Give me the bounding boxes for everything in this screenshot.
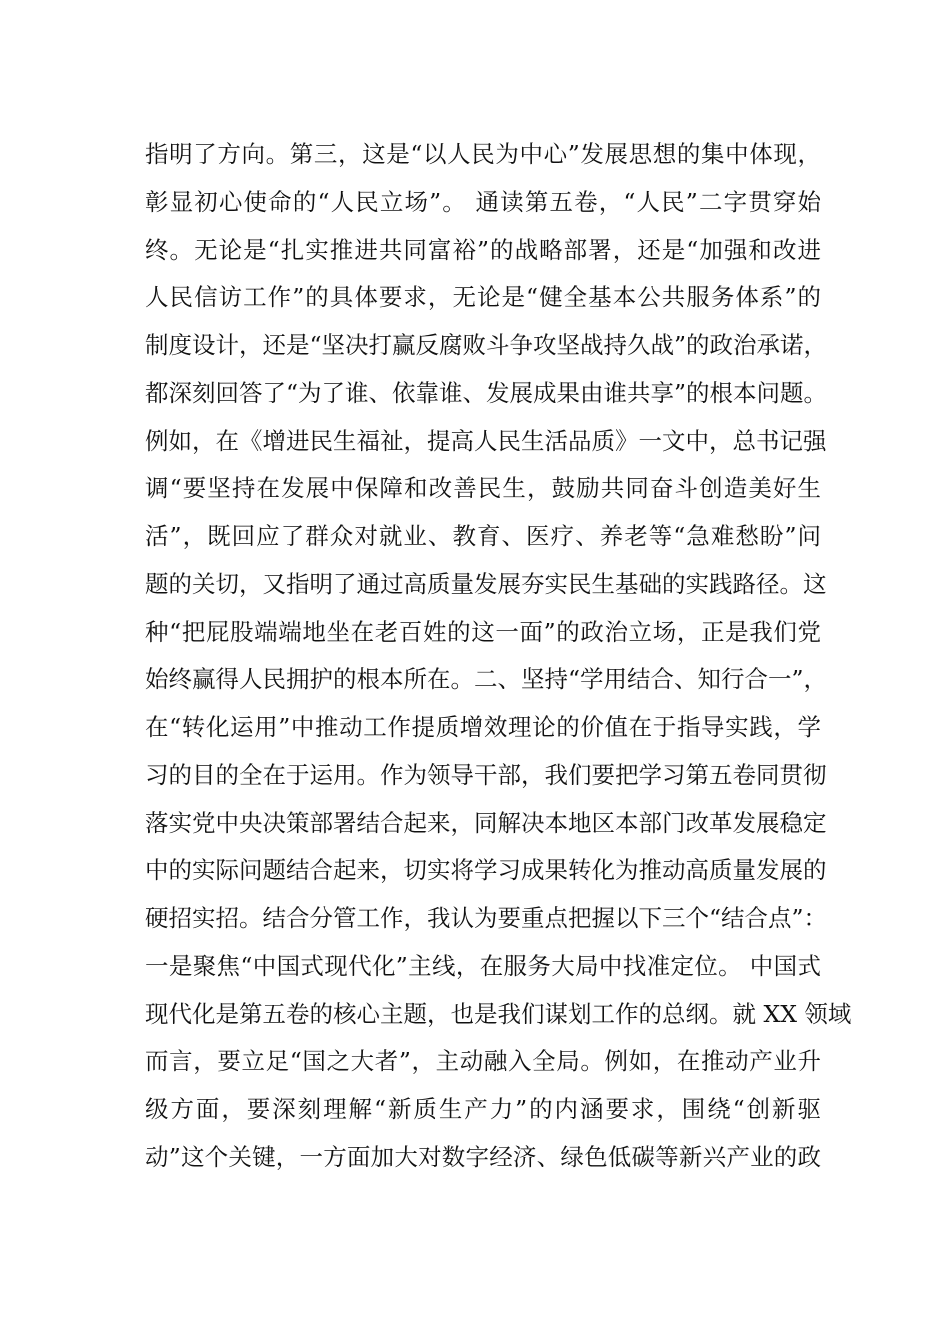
text-line: 中的实际问题结合起来，切实将学习成果转化为推动高质量发展的 xyxy=(145,856,827,885)
text-line: 彰显初心使命的“人民立场”。 通读第五卷，“人民”二字贯穿始 xyxy=(145,187,821,216)
document-page xyxy=(145,131,852,1182)
text-line: 例如，在《增进民生福祉，提高人民生活品质》一文中，总书记强 xyxy=(145,426,827,455)
text-line: 指明了方向。第三，这是“以人民为中心”发展思想的集中体现， xyxy=(145,140,821,168)
text-line: 始终赢得人民拥护的根本所在。二、坚持“学用结合、知行合一”， xyxy=(145,665,828,694)
text-line: 终。无论是“扎实推进共同富裕”的战略部署，还是“加强和改进 xyxy=(145,235,821,264)
text-line: 活”，既回应了群众对就业、教育、医疗、养老等“急难愁盼”问 xyxy=(145,522,821,550)
text-line: 而言，要立足“国之大者”，主动融入全局。例如，在推动产业升 xyxy=(145,1047,821,1076)
text-line: 级方面，要深刻理解“新质生产力”的内涵要求，围绕“创新驱 xyxy=(145,1095,821,1123)
text-line: 动”这个关键，一方面加大对数字经济、绿色低碳等新兴产业的政 xyxy=(145,1142,821,1171)
text-line: 制度设计，还是“坚决打赢反腐败斗争攻坚战持久战”的政治承诺， xyxy=(145,331,828,359)
text-line: 种“把屁股端端地坐在老百姓的这一面”的政治立场，正是我们党 xyxy=(145,617,821,646)
text-line: 人民信访工作”的具体要求，无论是“健全基本公共服务体系”的 xyxy=(145,283,821,312)
text-line: 一是聚焦“中国式现代化”主线，在服务大局中找准定位。 中国式 xyxy=(145,951,821,980)
text-line: 调“要坚持在发展中保障和改善民生，鼓励共同奋斗创造美好生 xyxy=(145,474,821,503)
text-line: 习的目的全在于运用。作为领导干部，我们要把学习第五卷同贯彻 xyxy=(145,760,827,789)
text-line: 落实党中央决策部署结合起来，同解决本地区本部门改革发展稳定 xyxy=(145,808,827,837)
text-line: 都深刻回答了“为了谁、依靠谁、发展成果由谁共享”的根本问题。 xyxy=(145,378,828,407)
text-line: 在“转化运用”中推动工作提质增效理论的价值在于指导实践，学 xyxy=(145,713,821,741)
text-line: 题的关切，又指明了通过高质量发展夯实民生基础的实践路径。这 xyxy=(145,569,827,598)
text-line: 现代化是第五卷的核心主题，也是我们谋划工作的总纲。就 XX 领域 xyxy=(145,999,852,1028)
text-line: 硬招实招。结合分管工作，我认为要重点把握以下三个“结合点”： xyxy=(145,904,828,932)
